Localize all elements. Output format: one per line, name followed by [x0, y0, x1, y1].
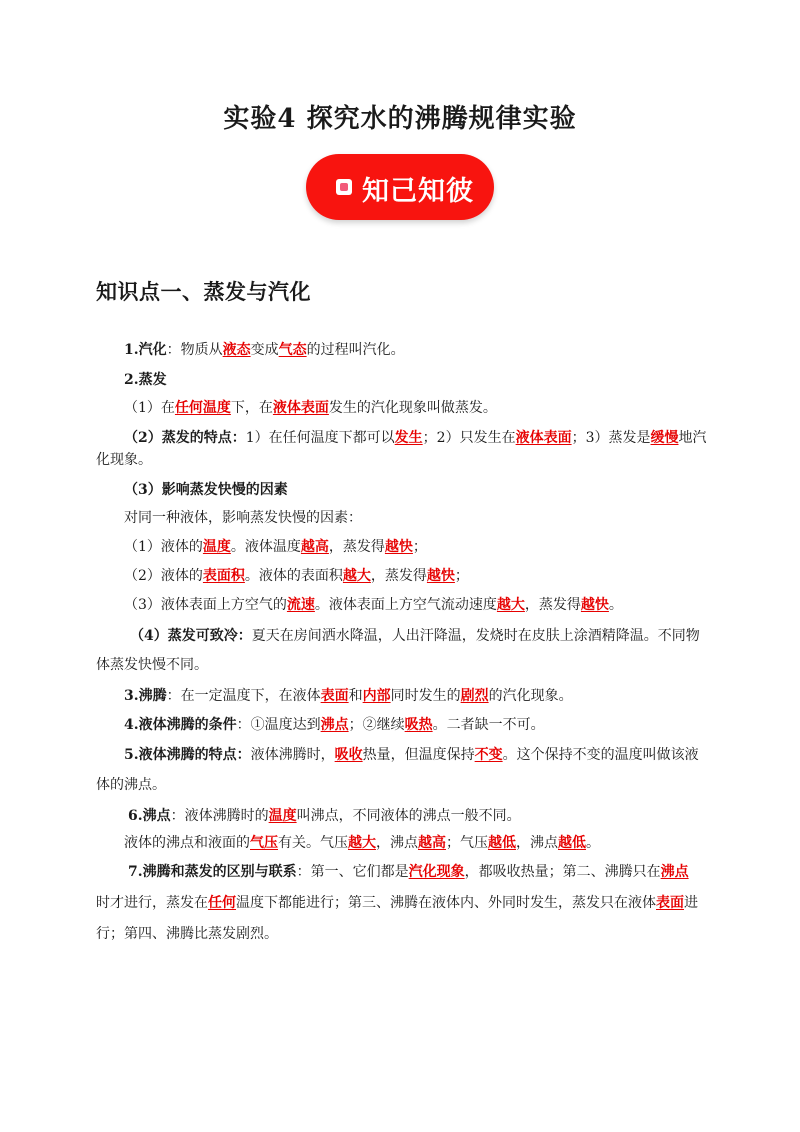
- paragraph-evaporation-cooling-cont: 体蒸发快慢不同。: [96, 657, 208, 673]
- keyword: 表面: [320, 688, 349, 704]
- keyword: 缓慢: [650, 430, 679, 446]
- keyword: 内部: [362, 688, 391, 704]
- paragraph-boiling-vs-evaporation: 7.沸腾和蒸发的区别与联系：第一、它们都是汽化现象，都吸收热量；第二、沸腾只在沸点: [128, 864, 689, 880]
- paragraph-boiling-vs-evaporation-end: 行；第四、沸腾比蒸发剧烈。: [96, 926, 278, 942]
- keyword: 越快: [426, 568, 455, 584]
- keyword: 越快: [384, 539, 413, 555]
- keyword: 液态: [222, 342, 251, 358]
- keyword: 不变: [474, 747, 503, 763]
- term-label: （4）蒸发可致冷：: [130, 628, 252, 644]
- zhiji-zhibi-badge: [306, 154, 494, 220]
- keyword: 任何: [208, 895, 236, 911]
- keyword: 表面: [656, 895, 684, 911]
- keyword: 温度: [268, 808, 297, 824]
- keyword: 液体表面: [515, 430, 572, 446]
- keyword: 越大: [348, 835, 376, 851]
- keyword: 越低: [488, 835, 516, 851]
- badge-label: 知己知彼: [362, 176, 474, 207]
- term-label: 7.沸腾和蒸发的区别与联系: [128, 864, 297, 880]
- keyword: 汽化现象: [408, 864, 465, 880]
- keyword: 发生: [394, 430, 423, 446]
- term-label: 5.液体沸腾的特点：: [124, 747, 251, 763]
- keyword: 越大: [496, 597, 525, 613]
- keyword: 流速: [286, 597, 315, 613]
- paragraph-factor-area: （2）液体的表面积。液体的表面积越大，蒸发得越快；: [124, 568, 469, 584]
- paragraph-factor-temperature: （1）液体的温度。液体温度越高，蒸发得越快；: [124, 539, 427, 555]
- section-heading: 知识点一、蒸发与汽化: [96, 279, 311, 304]
- term-label: 3.沸腾: [124, 688, 167, 704]
- heading-evaporation: 2.蒸发: [124, 372, 167, 388]
- paragraph-boiling-conditions: 4.液体沸腾的条件：①温度达到沸点；②继续吸热。二者缺一不可。: [124, 717, 545, 733]
- paragraph-evaporation-features: （2）蒸发的特点：1）在任何温度下都可以发生；2）只发生在液体表面；3）蒸发是缓慢地汽: [124, 430, 707, 446]
- keyword: 越高: [300, 539, 329, 555]
- term-label: 6.沸点: [128, 808, 171, 824]
- paragraph-evaporation-cooling: （4）蒸发可致冷：夏天在房间洒水降温，人出汗降温，发烧时在皮肤上涂酒精降温。不同物: [130, 628, 700, 644]
- paragraph-boiling-vs-evaporation-cont: 时才进行，蒸发在任何温度下都能进行；第三、沸腾在液体内、外同时发生，蒸发只在液体表面进: [96, 895, 698, 911]
- paragraph-factor-airflow: （3）液体表面上方空气的流速。液体表面上方空气流动速度越大，蒸发得越快。: [124, 597, 623, 613]
- heading-evaporation-factors: （3）影响蒸发快慢的因素: [124, 482, 288, 498]
- keyword: 气态: [278, 342, 307, 358]
- term-label: 1.汽化: [124, 342, 167, 358]
- page-title: 实验4 探究水的沸腾规律实验: [223, 104, 577, 134]
- keyword: 越高: [418, 835, 446, 851]
- keyword: 温度: [202, 539, 231, 555]
- paragraph-boiling: 3.沸腾：在一定温度下，在液体表面和内部同时发生的剧烈的汽化现象。: [124, 688, 573, 704]
- term-label: 4.液体沸腾的条件: [124, 717, 237, 733]
- keyword: 越快: [580, 597, 609, 613]
- keyword: 表面积: [202, 568, 245, 584]
- keyword: 任何温度: [174, 400, 231, 416]
- paragraph-vaporization: 1.汽化：物质从液态变成气态的过程叫汽化。: [124, 342, 405, 358]
- keyword: 吸收: [334, 747, 363, 763]
- keyword: 沸点: [320, 717, 349, 733]
- keyword: 越低: [558, 835, 586, 851]
- term-label: （2）蒸发的特点：: [124, 430, 246, 446]
- paragraph-factors-intro: 对同一种液体，影响蒸发快慢的因素：: [124, 510, 362, 526]
- keyword: 吸热: [404, 717, 433, 733]
- keyword: 液体表面: [272, 400, 329, 416]
- keyword: 越大: [342, 568, 371, 584]
- paragraph-boiling-features-cont: 体的沸点。: [96, 777, 166, 793]
- keyword: 气压: [250, 835, 278, 851]
- paragraph-evaporation-def: （1）在任何温度下，在液体表面发生的汽化现象叫做蒸发。: [124, 400, 497, 416]
- paragraph-pressure: 液体的沸点和液面的气压有关。气压越大，沸点越高；气压越低，沸点越低。: [124, 835, 600, 851]
- badge-icon: [336, 179, 352, 195]
- paragraph-boiling-point: 6.沸点：液体沸腾时的温度叫沸点，不同液体的沸点一般不同。: [128, 808, 521, 824]
- paragraph-evaporation-features-cont: 化现象。: [96, 452, 152, 468]
- paragraph-boiling-features: 5.液体沸腾的特点：液体沸腾时，吸收热量，但温度保持不变。这个保持不变的温度叫做该液: [124, 747, 699, 763]
- keyword: 沸点: [660, 864, 689, 880]
- keyword: 剧烈: [460, 688, 489, 704]
